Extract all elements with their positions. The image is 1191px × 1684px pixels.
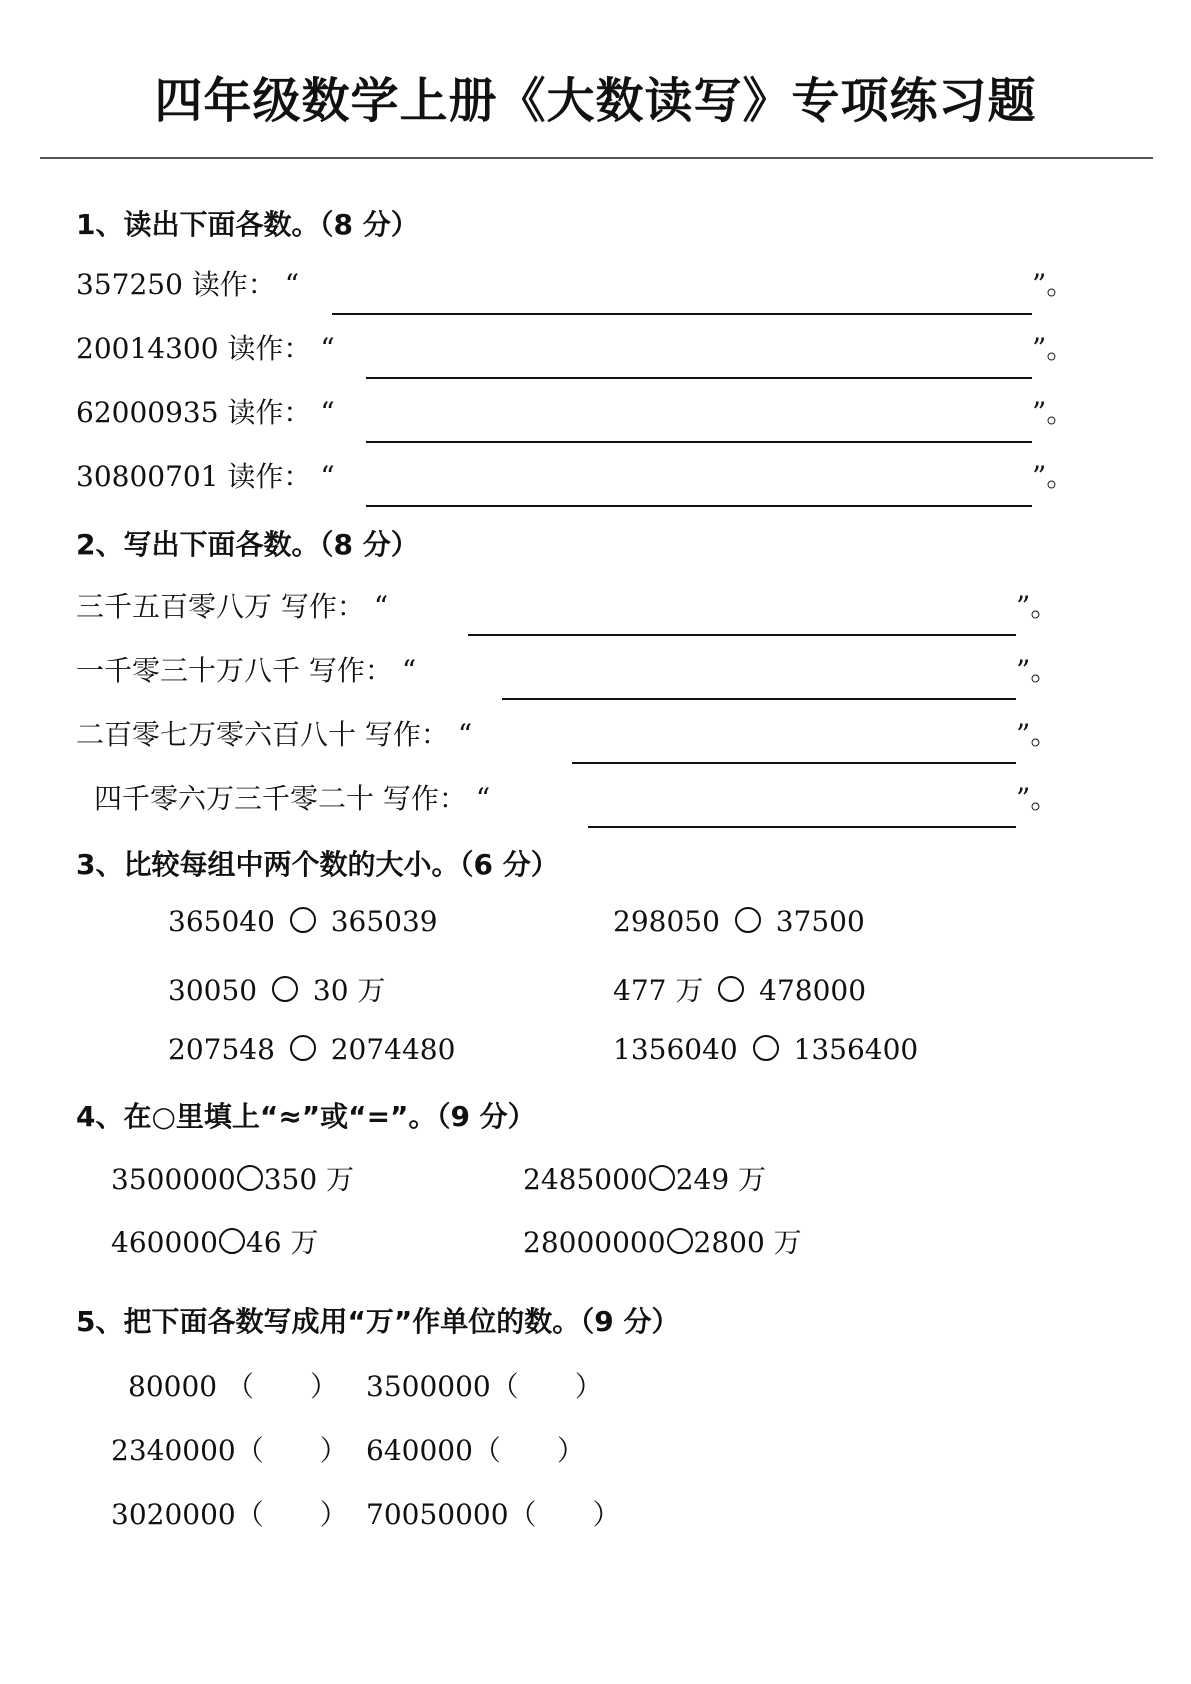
read-item-1 [76,263,299,303]
right-number: 365039 [330,905,438,938]
number: 3020000 [111,1498,236,1531]
compare-pair-2 [613,905,865,938]
compare-circle[interactable] [735,907,761,933]
fill-circle[interactable] [219,1228,245,1254]
left-number: 365040 [168,905,275,938]
write-item-3 [76,713,472,753]
convert-item-5 [111,1493,348,1533]
compare-pair-6 [613,1033,918,1066]
write-label: 写作： [364,718,449,751]
open-quote: “ [373,590,389,623]
fill-circle[interactable] [649,1165,675,1191]
compare-pair-4 [613,969,866,1009]
answer-blank-8[interactable] [588,826,1016,828]
close-quote: ”。 [1032,396,1075,429]
answer-blank-3[interactable] [366,441,1032,443]
right-number: 37500 [775,905,865,938]
answer-paren[interactable]: （ ） [225,1370,338,1403]
answer-paren[interactable]: （ ） [472,1434,585,1467]
section-1-heading: 1、读出下面各数。（8 分） [76,208,419,241]
approx-pair-2 [523,1158,766,1198]
section-2-heading: 2、写出下面各数。（8 分） [76,528,419,561]
left-number: 28000000 [523,1226,666,1259]
answer-paren[interactable]: （ ） [508,1498,621,1531]
answer-blank-2[interactable] [366,377,1032,379]
answer-paren[interactable]: （ ） [235,1434,348,1467]
answer-paren[interactable]: （ ） [490,1370,603,1403]
number: 80000 [128,1370,218,1403]
page-title: 四年级数学上册《大数读写》专项练习题 [154,73,1037,129]
close-quote: ”。 [1016,654,1059,687]
open-quote: “ [320,460,335,493]
compare-circle[interactable] [718,976,744,1002]
approx-pair-1 [111,1158,354,1198]
words: 一千零三十万八千 [76,654,301,687]
section-5-heading: 5、把下面各数写成用“万”作单位的数。（9 分） [76,1305,680,1338]
answer-blank-6[interactable] [502,698,1016,700]
read-label: 读作： [227,460,312,493]
compare-pair-1 [168,905,438,938]
approx-pair-4 [523,1221,802,1261]
close-quote: ”。 [1016,782,1059,815]
answer-paren[interactable]: （ ） [235,1498,348,1531]
answer-blank-1[interactable] [332,313,1032,315]
read-item-4 [76,455,335,495]
write-label: 写作： [308,654,393,687]
compare-circle[interactable] [290,907,316,933]
open-quote: “ [457,718,473,751]
answer-blank-4[interactable] [366,505,1032,507]
open-quote: “ [475,782,491,815]
read-label: 读作： [227,332,312,365]
left-number: 207548 [168,1033,275,1066]
close-quote: ”。 [1016,718,1059,751]
fill-circle[interactable] [237,1165,263,1191]
right-number: 478000 [759,974,867,1007]
words: 二百零七万零六百八十 [76,718,357,751]
left-number: 1356040 [613,1033,738,1066]
write-item-4 [94,777,490,817]
right-number: 46 万 [245,1226,319,1259]
write-label: 写作： [280,590,365,623]
right-number: 2800 万 [693,1226,802,1259]
approx-pair-3 [111,1221,318,1261]
close-quote: ”。 [1016,590,1059,623]
left-number: 460000 [111,1226,218,1259]
open-quote: “ [284,268,300,301]
words: 四千零六万三千零二十 [94,782,375,815]
convert-item-4 [366,1429,585,1469]
close-quote: ”。 [1032,332,1075,365]
right-number: 2074480 [330,1033,456,1066]
number: 357250 [76,268,183,301]
number: 70050000 [366,1498,509,1531]
compare-circle[interactable] [290,1035,316,1061]
words: 三千五百零八万 [76,590,273,623]
section-3-heading: 3、比较每组中两个数的大小。（6 分） [76,848,559,881]
number: 30800701 [76,460,219,493]
read-label: 读作： [227,396,312,429]
compare-pair-5 [168,1033,455,1066]
left-number: 477 万 [613,974,704,1007]
right-number: 30 万 [312,974,386,1007]
write-item-1 [76,585,388,625]
answer-blank-7[interactable] [572,762,1016,764]
write-label: 写作： [382,782,467,815]
read-item-2 [76,327,335,367]
number: 2340000 [111,1434,236,1467]
convert-item-3 [111,1429,348,1469]
read-item-3 [76,391,335,431]
right-number: 1356400 [793,1033,919,1066]
open-quote: “ [320,332,335,365]
answer-blank-5[interactable] [468,634,1016,636]
left-number: 30050 [168,974,258,1007]
convert-item-6 [366,1493,621,1533]
compare-circle[interactable] [753,1035,779,1061]
compare-pair-3 [168,969,385,1009]
close-quote: ”。 [1032,268,1075,301]
number: 640000 [366,1434,473,1467]
left-number: 2485000 [523,1163,648,1196]
left-number: 298050 [613,905,720,938]
section-4-heading: 4、在○里填上“≈”或“=”。（9 分） [76,1100,536,1133]
number: 20014300 [76,332,219,365]
convert-item-2 [366,1365,603,1405]
title-divider [40,157,1153,159]
right-number: 249 万 [675,1163,767,1196]
open-quote: “ [401,654,417,687]
number: 3500000 [366,1370,491,1403]
compare-circle[interactable] [272,976,298,1002]
convert-item-1 [128,1365,338,1405]
read-label: 读作： [191,268,276,301]
write-item-2 [76,649,416,689]
open-quote: “ [320,396,335,429]
fill-circle[interactable] [667,1228,693,1254]
right-number: 350 万 [263,1163,355,1196]
number: 62000935 [76,396,219,429]
close-quote: ”。 [1032,460,1075,493]
left-number: 3500000 [111,1163,236,1196]
